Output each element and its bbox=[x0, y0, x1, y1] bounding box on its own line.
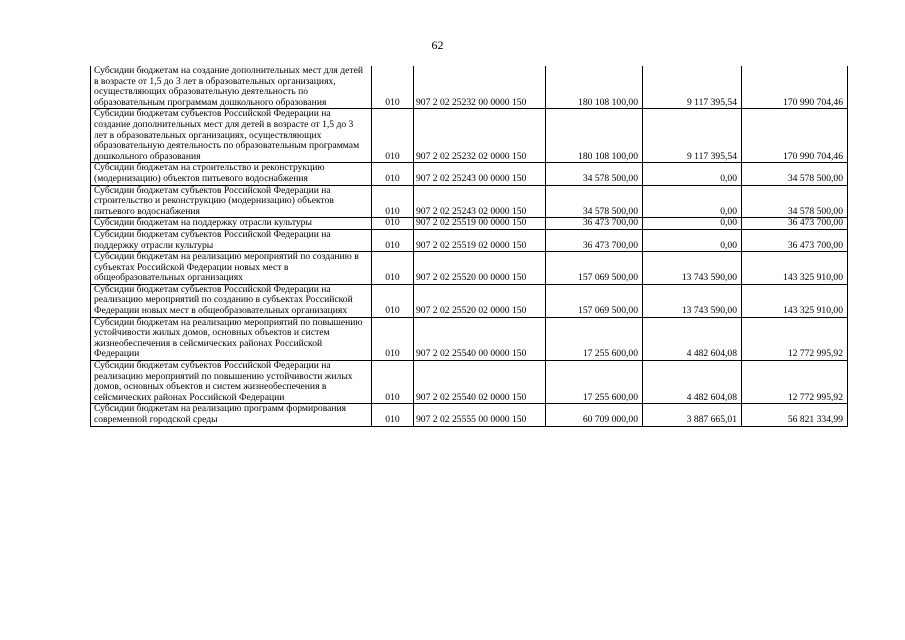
budget-table bbox=[90, 66, 848, 427]
row-kbk-cell: 907 2 02 25540 00 0000 150 bbox=[414, 317, 546, 360]
row-value-c-cell: 12 772 995,92 bbox=[742, 317, 848, 360]
table-row bbox=[91, 163, 848, 185]
row-kbk-cell: 907 2 02 25555 00 0000 150 bbox=[414, 404, 546, 426]
row-value-b-cell: 0,00 bbox=[643, 229, 742, 251]
row-kbk-cell: 907 2 02 25232 02 0000 150 bbox=[414, 109, 546, 163]
row-value-b-cell: 0,00 bbox=[643, 218, 742, 230]
row-value-a-cell: 36 473 700,00 bbox=[546, 229, 643, 251]
row-value-c-cell: 143 325 910,00 bbox=[742, 284, 848, 317]
row-code-cell: 010 bbox=[372, 229, 414, 251]
row-kbk-cell: 907 2 02 25243 00 0000 150 bbox=[414, 163, 546, 185]
table-row bbox=[91, 252, 848, 285]
row-name-cell: Субсидии бюджетам субъектов Российской Федерации на реализацию мероприятий по созданию в субъектах Российской Федерации новых мест в общеобразовательных организациях bbox=[91, 284, 372, 317]
row-name-cell: Субсидии бюджетам субъектов Российской Федерации на строительство и реконструкцию (модернизацию) объектов питьевого водоснабжения bbox=[91, 185, 372, 218]
row-value-c-cell: 56 821 334,99 bbox=[742, 404, 848, 426]
table-row bbox=[91, 404, 848, 426]
row-code-cell: 010 bbox=[372, 317, 414, 360]
row-code-cell: 010 bbox=[372, 66, 414, 109]
row-value-c-cell: 36 473 700,00 bbox=[742, 218, 848, 230]
row-value-a-cell: 60 709 000,00 bbox=[546, 404, 643, 426]
page-number: 62 bbox=[431, 38, 444, 52]
table-row bbox=[91, 66, 848, 109]
row-code-cell: 010 bbox=[372, 218, 414, 230]
row-code-cell: 010 bbox=[372, 252, 414, 285]
row-value-c-cell: 34 578 500,00 bbox=[742, 163, 848, 185]
row-value-c-cell: 36 473 700,00 bbox=[742, 229, 848, 251]
row-kbk-cell: 907 2 02 25243 02 0000 150 bbox=[414, 185, 546, 218]
row-name-cell: Субсидии бюджетам субъектов Российской Федерации на реализацию мероприятий по повышению устойчивости жилых домов, основных объектов и систем жизнеобеспечения в сейсмических районах Российской Федерации bbox=[91, 361, 372, 404]
row-code-cell: 010 bbox=[372, 284, 414, 317]
table-row bbox=[91, 229, 848, 251]
row-value-b-cell: 13 743 590,00 bbox=[643, 284, 742, 317]
row-value-a-cell: 157 069 500,00 bbox=[546, 284, 643, 317]
row-name-cell: Субсидии бюджетам на строительство и реконструкцию (модернизацию) объектов питьевого водоснабжения bbox=[91, 163, 372, 185]
row-name-cell: Субсидии бюджетам субъектов Российской Федерации на создание дополнительных мест для детей в возрасте от 1,5 до 3 лет в образовательных организациях, осуществляющих образовательную деятельность по образовательным программам дошкольного образования bbox=[91, 109, 372, 163]
row-value-a-cell: 17 255 600,00 bbox=[546, 317, 643, 360]
row-value-c-cell: 34 578 500,00 bbox=[742, 185, 848, 218]
row-name-cell: Субсидии бюджетам на реализацию мероприятий по повышению устойчивости жилых домов, основных объектов и систем жизнеобеспечения в сейсмических районах Российской Федерации bbox=[91, 317, 372, 360]
row-code-cell: 010 bbox=[372, 185, 414, 218]
row-kbk-cell: 907 2 02 25519 02 0000 150 bbox=[414, 229, 546, 251]
table-row bbox=[91, 109, 848, 163]
row-value-b-cell: 4 482 604,08 bbox=[643, 317, 742, 360]
table-row bbox=[91, 284, 848, 317]
row-code-cell: 010 bbox=[372, 361, 414, 404]
row-value-b-cell: 9 117 395,54 bbox=[643, 66, 742, 109]
row-value-c-cell: 143 325 910,00 bbox=[742, 252, 848, 285]
row-value-a-cell: 36 473 700,00 bbox=[546, 218, 643, 230]
row-value-c-cell: 170 990 704,46 bbox=[742, 66, 848, 109]
table-row bbox=[91, 185, 848, 218]
row-name-cell: Субсидии бюджетам на реализацию мероприятий по созданию в субъектах Российской Федерации новых мест в общеобразовательных организациях bbox=[91, 252, 372, 285]
table-row bbox=[91, 317, 848, 360]
table-row bbox=[91, 361, 848, 404]
row-kbk-cell: 907 2 02 25520 00 0000 150 bbox=[414, 252, 546, 285]
row-value-c-cell: 170 990 704,46 bbox=[742, 109, 848, 163]
row-name-cell: Субсидии бюджетам на создание дополнительных мест для детей в возрасте от 1,5 до 3 лет в образовательных организациях, осуществляющих образовательную деятельность по образовательным программам дошкольного образования bbox=[91, 66, 372, 109]
row-value-b-cell: 9 117 395,54 bbox=[643, 109, 742, 163]
row-value-a-cell: 180 108 100,00 bbox=[546, 66, 643, 109]
row-value-b-cell: 0,00 bbox=[643, 185, 742, 218]
row-value-b-cell: 4 482 604,08 bbox=[643, 361, 742, 404]
row-value-a-cell: 17 255 600,00 bbox=[546, 361, 643, 404]
table-row bbox=[91, 218, 848, 230]
row-value-c-cell: 12 772 995,92 bbox=[742, 361, 848, 404]
row-kbk-cell: 907 2 02 25520 02 0000 150 bbox=[414, 284, 546, 317]
row-value-a-cell: 34 578 500,00 bbox=[546, 163, 643, 185]
row-kbk-cell: 907 2 02 25519 00 0000 150 bbox=[414, 218, 546, 230]
row-kbk-cell: 907 2 02 25540 02 0000 150 bbox=[414, 361, 546, 404]
row-value-b-cell: 13 743 590,00 bbox=[643, 252, 742, 285]
row-name-cell: Субсидии бюджетам субъектов Российской Федерации на поддержку отрасли культуры bbox=[91, 229, 372, 251]
row-value-b-cell: 3 887 665,01 bbox=[643, 404, 742, 426]
row-code-cell: 010 bbox=[372, 404, 414, 426]
row-name-cell: Субсидии бюджетам на реализацию программ формирования современной городской среды bbox=[91, 404, 372, 426]
row-value-a-cell: 180 108 100,00 bbox=[546, 109, 643, 163]
row-value-b-cell: 0,00 bbox=[643, 163, 742, 185]
row-code-cell: 010 bbox=[372, 109, 414, 163]
row-kbk-cell: 907 2 02 25232 00 0000 150 bbox=[414, 66, 546, 109]
row-name-cell: Субсидии бюджетам на поддержку отрасли культуры bbox=[91, 218, 372, 230]
row-code-cell: 010 bbox=[372, 163, 414, 185]
row-value-a-cell: 34 578 500,00 bbox=[546, 185, 643, 218]
row-value-a-cell: 157 069 500,00 bbox=[546, 252, 643, 285]
